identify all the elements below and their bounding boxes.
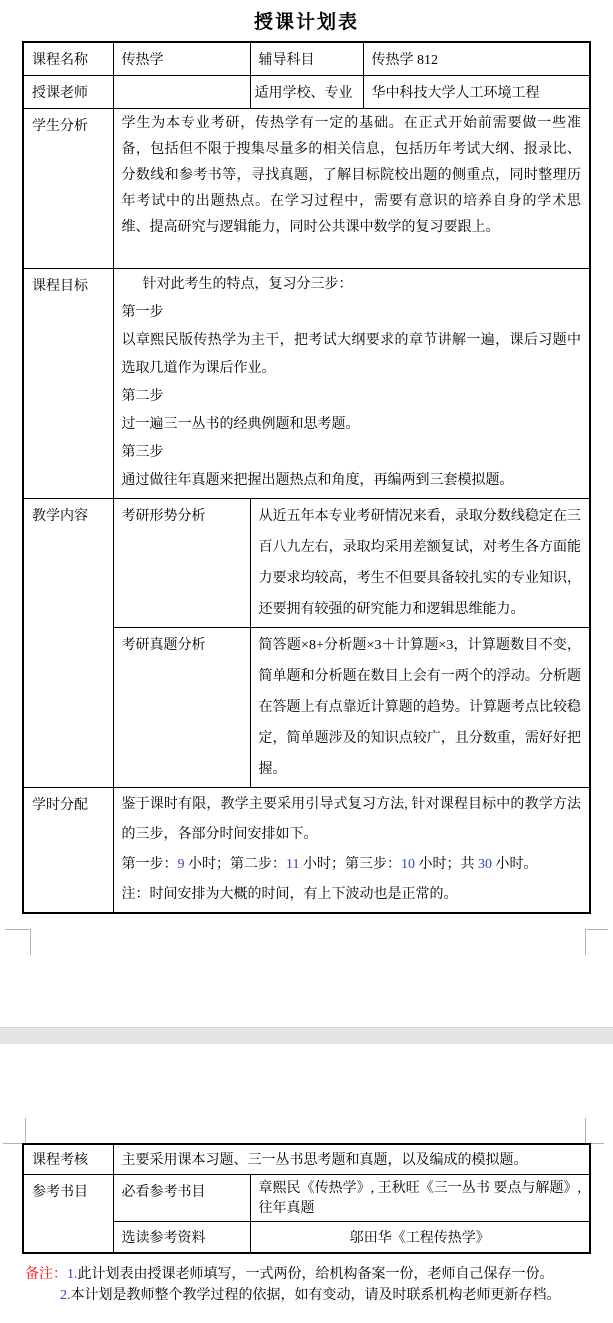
table-row (23, 1144, 590, 1174)
course-goal-label: 课程目标 (23, 268, 113, 498)
must-read-label: 必看参考书目 (113, 1174, 250, 1221)
hours-note-paragraph: 注：时间安排为大概的时间，有上下波动也是正常的。 (121, 886, 458, 902)
table-row (23, 75, 590, 108)
goal-paragraph: 第三步 (121, 444, 164, 460)
assessment-text: 主要采用课本习题、三一丛书思考题和真题，以及编成的模拟题。 (113, 1144, 590, 1174)
goal-paragraph: 过一遍三一丛书的经典例题和思考题。 (121, 416, 360, 432)
hours-paragraph: 鉴于课时有限，教学主要采用引导式复习方法, 针对课程目标中的教学方法的三步，各部分时间安排如下。 (121, 796, 581, 842)
exam-situation-label: 考研形势分析 (113, 498, 250, 627)
hours-number: 10 (400, 856, 415, 872)
hours-allocation-label: 学时分配 (23, 787, 113, 913)
note-line-1 (25, 1264, 603, 1285)
table-row (23, 1174, 590, 1221)
hours-allocation-text (113, 787, 590, 913)
assessment-label: 课程考核 (23, 1144, 113, 1174)
page2-top-left-crop-mark (3, 1118, 26, 1144)
hours-number: 9 (177, 856, 185, 872)
teacher-value (113, 75, 250, 108)
hours-number: 30 (477, 856, 492, 872)
hours-text-segment: 小时；第三步： (299, 856, 401, 872)
note-label: 备注： (25, 1267, 67, 1282)
table-row (23, 268, 590, 498)
note-item-text: 此计划表由授课老师填写，一式两份，给机构备案一份，老师自己保存一份。 (77, 1267, 554, 1282)
assessment-reference-table (22, 1143, 591, 1254)
goal-paragraph: 针对此考生的特点，复习分三步： (142, 276, 353, 292)
school-value: 华中科技大学人工环境工程 (363, 75, 590, 108)
table-row (23, 108, 590, 268)
student-analysis-text: 学生为本专业考研，传热学有一定的基础。在正式开始前需要做一些准备，包括但不限于搜集尽量多的相关信息，包括历年考试大纲、报录比、分数线和参考书等，寻找真题，了解目标院校出题的侧重点，同时整理历年考试中的出题热点。在学习过程中，需要有意识的培养自身的学术思维、提高研究与逻辑能力，同时公共课中数学的复习要跟上。 (113, 108, 590, 268)
hours-text-segment: 小时。 (491, 856, 538, 872)
teacher-label: 授课老师 (23, 75, 113, 108)
optional-reading-text: 邬田华《工程传热学》 (250, 1221, 590, 1253)
note-item-number: 2. (60, 1288, 71, 1303)
reference-books-label: 参考书目 (23, 1174, 113, 1253)
exam-questions-label: 考研真题分析 (113, 627, 250, 787)
exam-situation-text: 从近五年本专业考研情况来看，录取分数线稳定在三百八九左右，录取均采用差额复试，对考生各方面能力要求均较高，考生不但要具备较扎实的专业知识，还要拥有较强的研究能力和逻辑思维能力。 (250, 498, 590, 627)
hours-text-segment: 第一步： (121, 856, 178, 872)
course-name-value: 传热学 (113, 42, 250, 75)
goal-paragraph: 第二步 (121, 388, 164, 404)
note-item-text: 本计划是教师整个教学过程的依据，如有变动，请及时联系机构老师更新存档。 (70, 1288, 561, 1303)
hours-text-segment: 小时；第二步： (184, 856, 286, 872)
page2-top-right-crop-mark (585, 1118, 604, 1144)
page1-bottom-left-crop-mark (5, 929, 31, 955)
course-goal-text (113, 268, 590, 498)
goal-paragraph: 以章熙民版传热学为主干，把考试大纲要求的章节讲解一遍，课后习题中选取几道作为课后作业。 (121, 332, 581, 376)
must-read-text: 章熙民《传热学》, 王秋旺《三一丛书 要点与解题》, 往年真题 (250, 1174, 590, 1221)
exam-questions-text: 简答题×8+分析题×3＋计算题×3，计算题数目不变，简单题和分析题在数目上会有一两个的浮动。分析题在答题上有点靠近计算题的趋势。计算题考点比较稳定，简单题涉及的知识点较广，且分数重，需好好把握。 (250, 627, 590, 787)
note-item-number: 1. (67, 1267, 78, 1282)
page1-bottom-right-crop-mark (585, 929, 608, 955)
student-analysis-label: 学生分析 (23, 108, 113, 268)
teaching-content-label: 教学内容 (23, 498, 113, 787)
goal-paragraph: 第一步 (121, 304, 164, 320)
subject-value: 传热学 812 (363, 42, 590, 75)
hours-schedule-line (122, 850, 582, 880)
note-line-2 (25, 1285, 603, 1306)
course-name-label: 课程名称 (23, 42, 113, 75)
table-row (23, 787, 590, 913)
table-row (23, 42, 590, 75)
hours-text-segment: 小时；共 (414, 856, 478, 872)
table-row (23, 498, 590, 627)
page-title: 授课计划表 (253, 12, 359, 33)
goal-paragraph: 通过做往年真题来把握出题热点和角度，再编两到三套模拟题。 (121, 472, 514, 488)
school-label: 适用学校、专业 (250, 75, 363, 108)
subject-label: 辅导科目 (250, 42, 363, 75)
optional-reading-label: 选读参考资料 (113, 1221, 250, 1253)
hours-number: 11 (286, 856, 300, 872)
page-separator-band (0, 1027, 613, 1044)
notes-section (25, 1264, 603, 1306)
teaching-plan-table (22, 41, 591, 914)
